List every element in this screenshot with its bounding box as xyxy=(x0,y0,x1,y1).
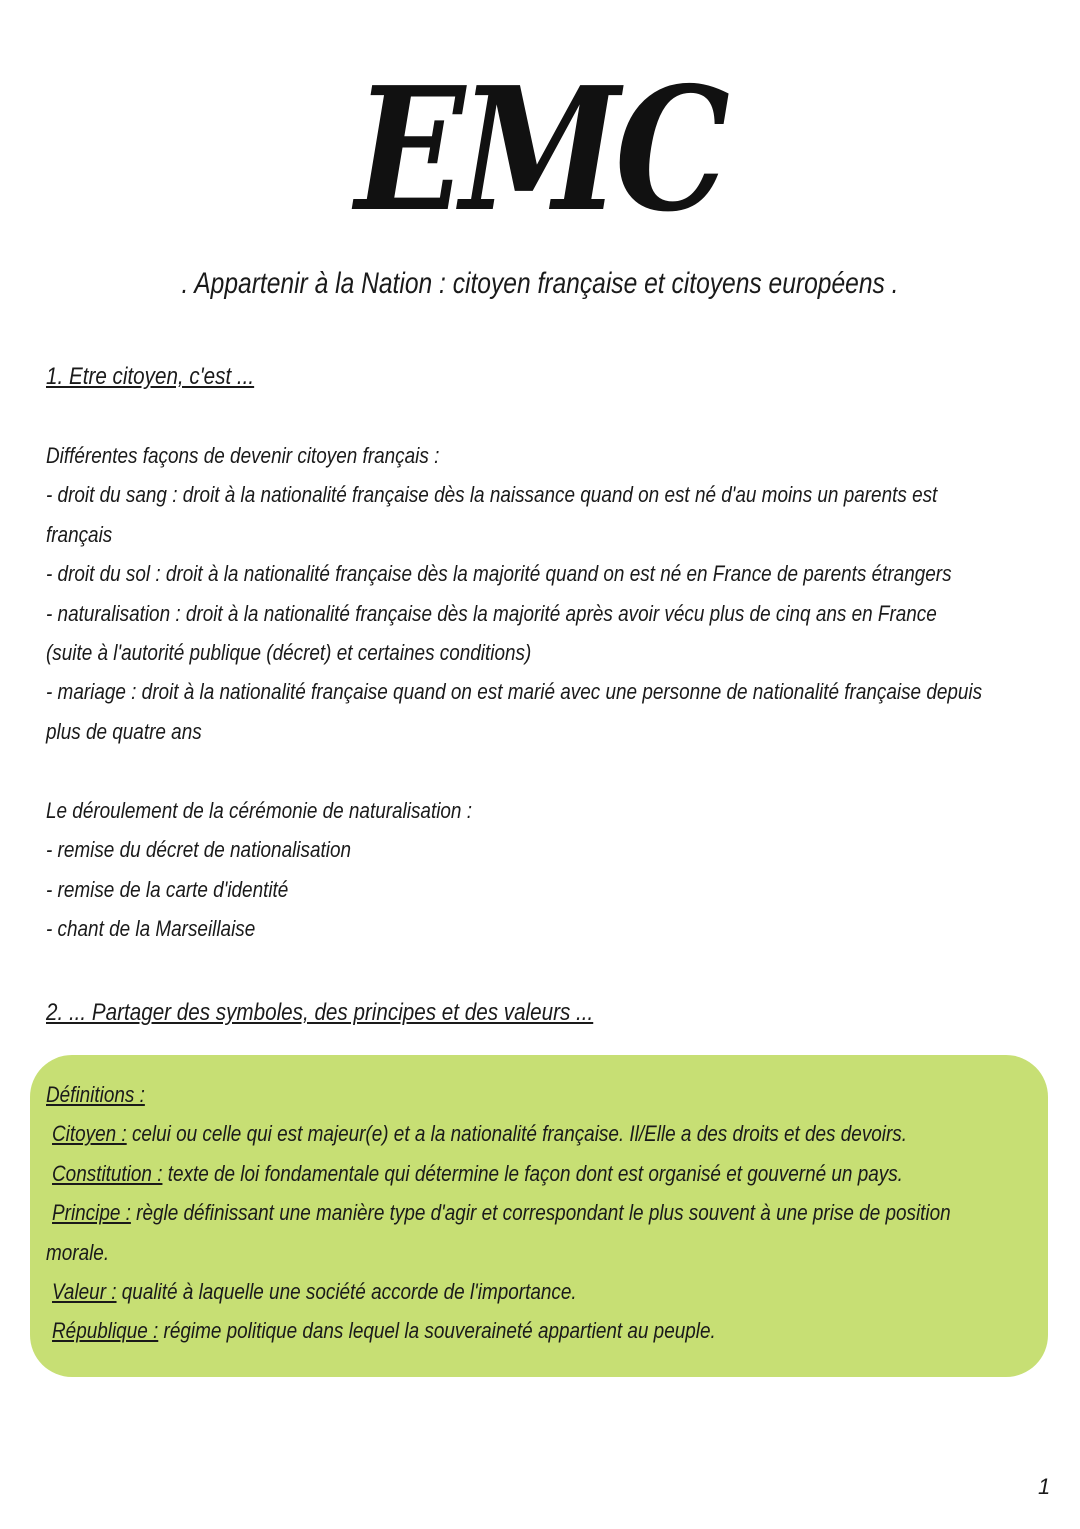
definition-term: Valeur : xyxy=(52,1279,117,1305)
definition-item xyxy=(46,1154,1035,1193)
section-1-line: - droit du sol : droit à la nationalité française dès la majorité quand on est né en France de parents étrangers xyxy=(46,561,952,587)
page-subtitle: . Appartenir à la Nation : citoyen française et citoyens européens . xyxy=(181,267,899,300)
definition-term: Citoyen : xyxy=(52,1121,127,1147)
section-1-line: plus de quatre ans xyxy=(46,718,202,744)
section-2-heading: 2. ... Partager des symboles, des principes et des valeurs ... xyxy=(46,999,594,1026)
page-title: EMC xyxy=(355,50,725,250)
definition-item xyxy=(46,1272,1035,1311)
section-1-line: (suite à l'autorité publique (décret) et certaines conditions) xyxy=(46,640,532,666)
section-1-line: français xyxy=(46,521,113,547)
section-1-heading: 1. Etre citoyen, c'est ... xyxy=(46,363,255,390)
definition-text: qualité à laquelle une société accorde de l'importance. xyxy=(116,1279,577,1305)
definition-term: République : xyxy=(52,1318,159,1344)
ceremony-item: - remise du décret de nationalisation xyxy=(46,837,352,863)
ceremony-intro: Le déroulement de la cérémonie de naturalisation : xyxy=(46,798,472,823)
section-1-line: - mariage : droit à la nationalité française quand on est marié avec une personne de nationalité française depuis xyxy=(46,679,983,705)
section-1-line: - naturalisation : droit à la nationalité française dès la majorité après avoir vécu plus de cinq ans en France xyxy=(46,600,937,626)
ceremony-item: - chant de la Marseillaise xyxy=(46,916,256,942)
definition-text: celui ou celle qui est majeur(e) et a la nationalité française. Il/Elle a des droits et des devoirs. xyxy=(126,1121,908,1147)
section-1-intro: Différentes façons de devenir citoyen français : xyxy=(46,443,440,468)
definition-item xyxy=(46,1193,1035,1232)
definition-term: Constitution : xyxy=(52,1160,163,1186)
ceremony-item: - remise de la carte d'identité xyxy=(46,876,289,902)
definitions-list xyxy=(46,1075,1035,1351)
ceremony-block xyxy=(46,791,1035,949)
definition-text: texte de loi fondamentale qui détermine le façon dont est organisé et gouverné un pays. xyxy=(162,1160,903,1186)
definition-term: Principe : xyxy=(52,1200,131,1226)
definition-text: régime politique dans lequel la souveraineté appartient au peuple. xyxy=(158,1318,716,1344)
section-1-body xyxy=(46,436,1035,751)
definition-text: morale. xyxy=(46,1239,110,1265)
page-number: 1 xyxy=(1038,1474,1051,1499)
definitions-heading: Définitions : xyxy=(46,1082,145,1107)
definition-item xyxy=(46,1311,1035,1350)
definition-text: règle définissant une manière type d'agir et correspondant le plus souvent à une prise de position xyxy=(130,1200,951,1226)
definition-item xyxy=(46,1233,1035,1272)
section-1-line: - droit du sang : droit à la nationalité française dès la naissance quand on est né d'au moins un parents est xyxy=(46,482,938,508)
definition-item xyxy=(46,1114,1035,1153)
